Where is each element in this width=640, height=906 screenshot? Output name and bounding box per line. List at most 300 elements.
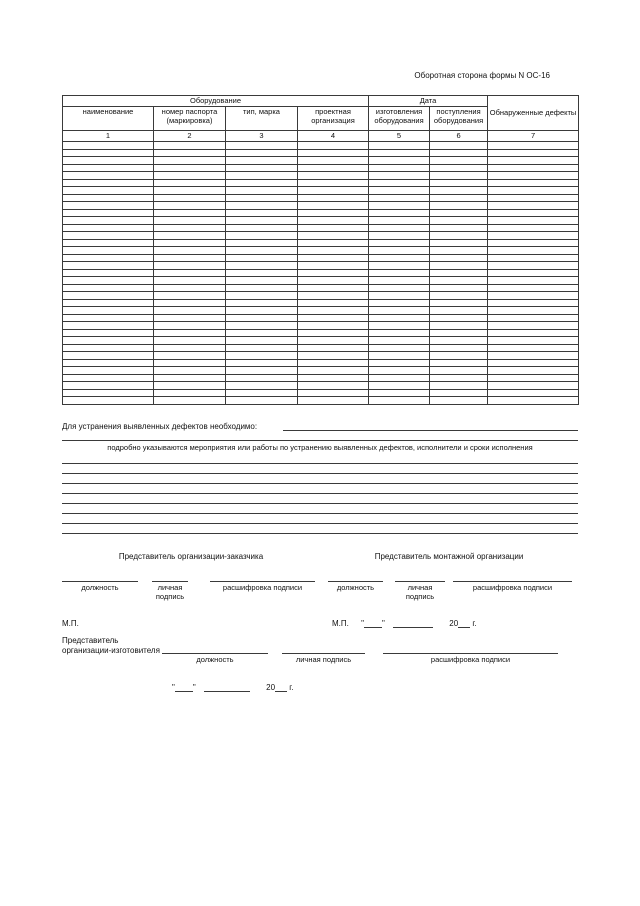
table-cell [63, 239, 154, 247]
form-sheet [62, 0, 578, 692]
table-cell [63, 179, 154, 187]
customer-rep-title: Представитель организации-заказчика [118, 551, 264, 561]
table-cell [63, 314, 154, 322]
table-cell [63, 202, 154, 210]
table-cell [63, 329, 154, 337]
column-number: 7 [488, 131, 579, 142]
table-cell [488, 239, 579, 247]
table-cell [226, 149, 298, 157]
caption-transcript: расшифровка подписи [430, 655, 511, 664]
table-cell [63, 247, 154, 255]
table-cell [298, 149, 369, 157]
table-cell [430, 299, 488, 307]
table-cell [154, 254, 226, 262]
table-cell [154, 299, 226, 307]
table-cell [488, 284, 579, 292]
table-row [63, 359, 579, 367]
table-cell [226, 187, 298, 195]
table-row [63, 164, 579, 172]
table-cell [488, 172, 579, 180]
equipment-table [62, 95, 579, 405]
table-cell [298, 367, 369, 375]
table-cell [298, 299, 369, 307]
table-cell [154, 307, 226, 315]
table-cell [488, 352, 579, 360]
table-cell [298, 329, 369, 337]
table-cell [369, 217, 430, 225]
stamp-right-group [332, 619, 477, 628]
table-cell [369, 262, 430, 270]
table-cell [430, 172, 488, 180]
table-cell [488, 322, 579, 330]
table-cell [298, 337, 369, 345]
table-cell [226, 389, 298, 397]
table-cell [63, 284, 154, 292]
remedy-intro-row [62, 421, 578, 431]
table-cell [63, 367, 154, 375]
table-row [63, 374, 579, 382]
table-cell [369, 382, 430, 390]
table-cell [226, 299, 298, 307]
caption-signature: личная подпись [155, 582, 185, 602]
year-prefix: 20 [449, 619, 459, 628]
table-row [63, 277, 579, 285]
table-cell [154, 322, 226, 330]
table-cell [430, 194, 488, 202]
table-cell [369, 179, 430, 187]
manufacturer-row [62, 636, 578, 665]
table-cell [298, 172, 369, 180]
table-cell [298, 307, 369, 315]
table-cell [488, 359, 579, 367]
table-cell [488, 337, 579, 345]
signature-line [383, 645, 558, 654]
table-cell [226, 142, 298, 150]
table-row [63, 209, 579, 217]
table-cell [154, 344, 226, 352]
table-cell [488, 397, 579, 405]
table-cell [63, 224, 154, 232]
table-cell [430, 232, 488, 240]
table-cell [430, 359, 488, 367]
table-cell [226, 397, 298, 405]
table-group-equipment: Оборудование [63, 96, 369, 107]
table-row [63, 382, 579, 390]
table-row [63, 314, 579, 322]
column-number: 4 [298, 131, 369, 142]
table-cell [298, 382, 369, 390]
table-cell [63, 359, 154, 367]
table-cell [488, 292, 579, 300]
table-cell [63, 187, 154, 195]
table-cell [154, 292, 226, 300]
table-cell [369, 187, 430, 195]
table-cell [430, 397, 488, 405]
table-cell [369, 359, 430, 367]
signature-line [453, 573, 572, 582]
table-cell [154, 337, 226, 345]
table-cell [154, 149, 226, 157]
table-cell [226, 254, 298, 262]
table-row [63, 337, 579, 345]
table-cell [430, 247, 488, 255]
table-cell [226, 209, 298, 217]
table-cell [298, 322, 369, 330]
table-cell [369, 344, 430, 352]
table-cell [226, 292, 298, 300]
table-row [63, 149, 579, 157]
table-cell [369, 299, 430, 307]
table-cell [488, 314, 579, 322]
table-row [63, 202, 579, 210]
remedy-rule-line [62, 440, 578, 441]
table-cell [154, 269, 226, 277]
table-cell [63, 209, 154, 217]
table-cell [369, 202, 430, 210]
customer-signature-field [152, 573, 188, 603]
table-cell [63, 374, 154, 382]
table-cell [226, 262, 298, 270]
table-cell [298, 284, 369, 292]
table-cell [430, 262, 488, 270]
table-row [63, 329, 579, 337]
table-cell [430, 224, 488, 232]
table-row [63, 389, 579, 397]
table-cell [430, 329, 488, 337]
table-row [63, 322, 579, 330]
remedy-blank-line [62, 514, 578, 524]
table-cell [63, 352, 154, 360]
table-cell [226, 224, 298, 232]
table-row [63, 344, 579, 352]
table-cell [369, 164, 430, 172]
table-cell [488, 149, 579, 157]
signature-line [62, 573, 138, 582]
table-cell [63, 164, 154, 172]
table-cell [430, 217, 488, 225]
installer-rep-title: Представитель монтажной организации [374, 551, 524, 561]
table-cell [369, 352, 430, 360]
table-row [63, 172, 579, 180]
signature-line [395, 573, 445, 582]
table-cell [63, 194, 154, 202]
table-cell [369, 157, 430, 165]
table-cell [154, 329, 226, 337]
table-cell [226, 382, 298, 390]
table-row [63, 352, 579, 360]
table-cell [63, 322, 154, 330]
signature-line [210, 573, 315, 582]
remedy-blank-lines [62, 454, 578, 534]
table-cell [488, 382, 579, 390]
table-cell [298, 254, 369, 262]
day-close-quote: " [381, 619, 385, 628]
table-cell [488, 344, 579, 352]
table-cell [298, 314, 369, 322]
table-cell [488, 277, 579, 285]
table-cell [430, 149, 488, 157]
table-cell [226, 367, 298, 375]
table-cell [298, 142, 369, 150]
table-cell [488, 329, 579, 337]
table-cell [430, 284, 488, 292]
table-cell [369, 367, 430, 375]
table-cell [369, 194, 430, 202]
table-cell [369, 142, 430, 150]
table-cell [63, 172, 154, 180]
table-cell [63, 277, 154, 285]
table-cell [298, 352, 369, 360]
stamp-left: М.П. [62, 619, 79, 628]
table-cell [298, 187, 369, 195]
day-blank-line [364, 620, 382, 628]
table-group-defects: Обнаруженные дефекты [488, 96, 579, 131]
table-cell [488, 299, 579, 307]
remedy-blank-line [62, 474, 578, 484]
table-cell [488, 262, 579, 270]
table-cell [298, 389, 369, 397]
table-row [63, 232, 579, 240]
table-cell [63, 299, 154, 307]
table-row [63, 397, 579, 405]
table-cell [154, 359, 226, 367]
day-open-quote: " [361, 619, 364, 628]
signature-titles-row [62, 552, 578, 561]
table-cell [63, 292, 154, 300]
table-cell [154, 389, 226, 397]
table-cell [488, 217, 579, 225]
table-cell [369, 292, 430, 300]
table-cell [154, 262, 226, 270]
table-cell [154, 172, 226, 180]
caption-position: должность [336, 582, 375, 592]
remedy-blank-line [62, 484, 578, 494]
table-cell [369, 307, 430, 315]
table-cell [226, 344, 298, 352]
table-row [63, 262, 579, 270]
table-cell [430, 292, 488, 300]
table-cell [369, 329, 430, 337]
table-cell [226, 157, 298, 165]
table-cell [63, 307, 154, 315]
table-cell [488, 367, 579, 375]
table-cell [430, 187, 488, 195]
year-prefix: 20 [266, 682, 276, 692]
table-cell [298, 232, 369, 240]
table-cell [154, 142, 226, 150]
column-header-name: наименование [63, 107, 154, 131]
table-row [63, 194, 579, 202]
table-cell [154, 352, 226, 360]
table-cell [369, 247, 430, 255]
table-cell [154, 284, 226, 292]
table-cell [298, 179, 369, 187]
year-suffix: г. [472, 619, 477, 628]
table-cell [298, 194, 369, 202]
column-header-received-date: поступления оборудования [430, 107, 488, 131]
table-cell [154, 202, 226, 210]
table-row [63, 292, 579, 300]
table-cell [430, 382, 488, 390]
caption-transcript: расшифровка подписи [472, 582, 553, 592]
table-cell [154, 157, 226, 165]
caption-transcript: расшифровка подписи [222, 582, 303, 592]
table-cell [430, 254, 488, 262]
year-blank-line [458, 620, 470, 628]
table-row [63, 367, 579, 375]
table-cell [298, 262, 369, 270]
remedy-blank-line [62, 464, 578, 474]
signature-line [152, 573, 188, 582]
table-cell [488, 224, 579, 232]
year-blank-line [275, 684, 287, 692]
table-row [63, 307, 579, 315]
table-cell [369, 337, 430, 345]
table-cell [226, 307, 298, 315]
table-cell [154, 217, 226, 225]
table-cell [226, 337, 298, 345]
table-cell [154, 179, 226, 187]
installer-position-field [328, 573, 383, 603]
table-row [63, 187, 579, 195]
table-cell [154, 367, 226, 375]
table-cell [226, 202, 298, 210]
table-cell [488, 307, 579, 315]
table-row [63, 217, 579, 225]
table-cell [488, 187, 579, 195]
signature-line [282, 645, 365, 654]
table-cell [369, 232, 430, 240]
table-cell [154, 247, 226, 255]
table-cell [63, 389, 154, 397]
table-cell [430, 367, 488, 375]
table-cell [369, 239, 430, 247]
table-cell [369, 149, 430, 157]
remedy-blank-line [62, 454, 578, 464]
table-cell [298, 397, 369, 405]
table-cell [369, 284, 430, 292]
manufacturer-signature-field [282, 636, 365, 665]
table-cell [430, 352, 488, 360]
table-cell [154, 382, 226, 390]
table-cell [298, 292, 369, 300]
table-cell [430, 269, 488, 277]
remedy-hint: подробно указываются мероприятия или работы по устранению выявленных дефектов, исполнители и сроки исполнения [107, 442, 533, 452]
table-cell [298, 239, 369, 247]
table-cell [298, 247, 369, 255]
table-cell [369, 209, 430, 217]
table-cell [488, 179, 579, 187]
table-cell [369, 269, 430, 277]
table-cell [226, 269, 298, 277]
table-cell [226, 239, 298, 247]
table-cell [298, 217, 369, 225]
table-row [63, 224, 579, 232]
table-cell [154, 374, 226, 382]
table-cell [430, 277, 488, 285]
table-cell [369, 374, 430, 382]
table-row [63, 179, 579, 187]
year-suffix: г. [289, 682, 294, 692]
table-cell [154, 239, 226, 247]
table-cell [488, 232, 579, 240]
column-number: 1 [63, 131, 154, 142]
table-cell [488, 209, 579, 217]
table-cell [369, 389, 430, 397]
table-group-date: Дата [369, 96, 488, 107]
table-cell [430, 314, 488, 322]
table-cell [226, 232, 298, 240]
column-header-type: тип, марка [226, 107, 298, 131]
table-cell [154, 187, 226, 195]
stamp-row [62, 616, 578, 628]
installer-signature-field [395, 573, 445, 603]
day-open-quote: " [172, 682, 175, 692]
table-cell [63, 382, 154, 390]
table-cell [430, 374, 488, 382]
column-header-design-org: проектная организация [298, 107, 369, 131]
stamp-right: М.П. [332, 619, 349, 628]
table-row [63, 239, 579, 247]
table-cell [154, 314, 226, 322]
table-cell [63, 254, 154, 262]
table-cell [430, 337, 488, 345]
table-cell [154, 277, 226, 285]
table-cell [298, 344, 369, 352]
caption-position: должность [81, 582, 119, 592]
table-cell [430, 344, 488, 352]
installer-transcript-field [453, 573, 572, 603]
table-cell [430, 322, 488, 330]
table-cell [226, 329, 298, 337]
customer-transcript-field [210, 573, 315, 603]
table-cell [226, 247, 298, 255]
table-cell [488, 202, 579, 210]
signature-fields-row [62, 573, 578, 603]
remedy-blank-line [62, 524, 578, 534]
table-cell [488, 254, 579, 262]
table-cell [63, 344, 154, 352]
table-cell [430, 179, 488, 187]
table-cell [298, 157, 369, 165]
table-cell [63, 269, 154, 277]
table-cell [226, 359, 298, 367]
table-cell [298, 359, 369, 367]
table-cell [369, 254, 430, 262]
table-cell [154, 232, 226, 240]
table-cell [226, 277, 298, 285]
table-cell [488, 164, 579, 172]
bottom-date-row [62, 683, 578, 692]
table-cell [298, 269, 369, 277]
column-header-passport: номер паспорта (маркировка) [154, 107, 226, 131]
table-cell [63, 262, 154, 270]
table-row [63, 254, 579, 262]
column-number: 2 [154, 131, 226, 142]
remedy-blank-line [62, 494, 578, 504]
remedy-intro-label: Для устранения выявленных дефектов необходимо: [62, 421, 258, 431]
column-number: 6 [430, 131, 488, 142]
remedy-blank-line [62, 504, 578, 514]
table-cell [63, 397, 154, 405]
table-cell [154, 209, 226, 217]
table-cell [430, 157, 488, 165]
table-cell [298, 374, 369, 382]
table-cell [298, 164, 369, 172]
table-cell [226, 284, 298, 292]
table-cell [298, 277, 369, 285]
table-cell [488, 247, 579, 255]
